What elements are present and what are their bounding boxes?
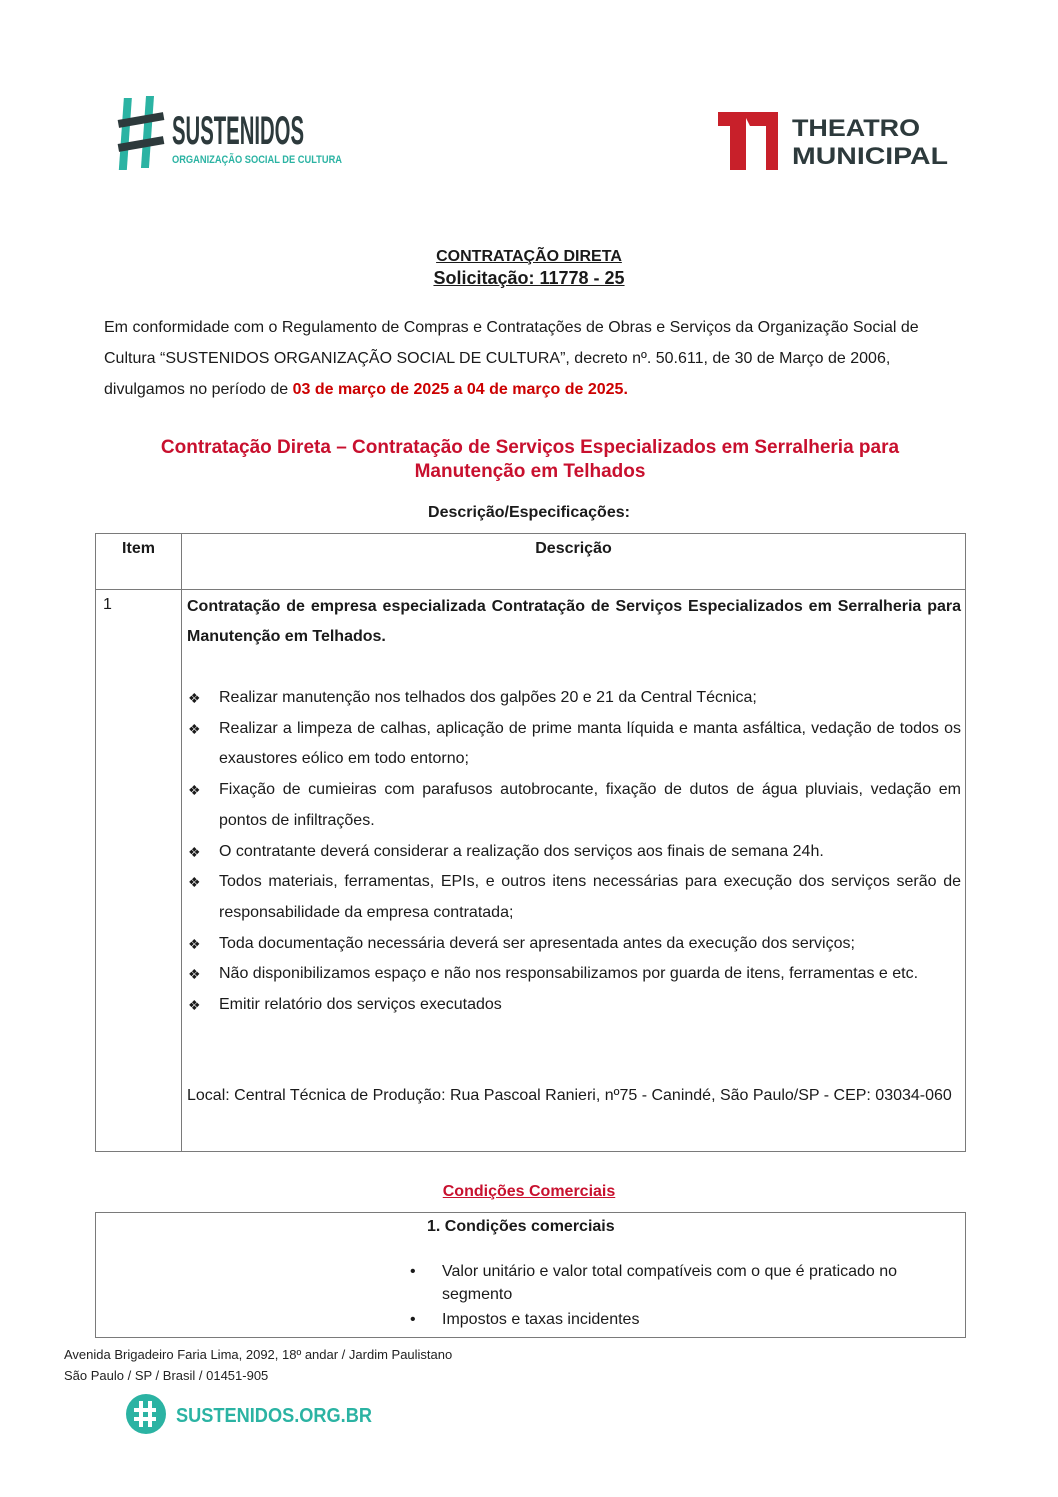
address-line-2: São Paulo / SP / Brasil / 01451-905 (64, 1368, 269, 1383)
diamond-bullet-icon: ❖ (188, 690, 201, 706)
svg-text:MUNICIPAL: MUNICIPAL (792, 143, 948, 170)
svg-text:SUSTENIDOS.ORG.BR: SUSTENIDOS.ORG.BR (176, 1405, 373, 1427)
column-header-item: Item (122, 540, 155, 557)
website-logo[interactable] (124, 1392, 384, 1436)
list-item: ❖ O contratante deverá considerar a realização dos serviços aos finais de semana 24h. (187, 837, 961, 868)
diamond-bullet-icon: ❖ (188, 843, 201, 860)
list-item: • Impostos e taxas incidentes (408, 1308, 953, 1331)
item-number: 1 (103, 596, 112, 613)
list-item: ❖ Todos materiais, ferramentas, EPIs, e outros itens necessárias para execução dos serviços serão de responsabilidade da empresa contratada; (187, 867, 961, 928)
hash-circle-icon (126, 1394, 166, 1434)
svg-text:THEATRO: THEATRO (792, 115, 920, 142)
contract-subject: Contratação Direta – Contratação de Serviços Especializados em Serralheria para Manutenção em Telhados (160, 437, 900, 482)
commercial-conditions-heading: Condições Comerciais (442, 1183, 616, 1200)
list-item: ❖ Emitir relatório dos serviços executados (187, 990, 961, 1021)
diamond-bullet-icon: ❖ (188, 874, 201, 891)
footer-address (64, 1344, 452, 1386)
diamond-bullet-icon: ❖ (188, 935, 201, 952)
diamond-bullet-icon: ❖ (188, 782, 201, 799)
publication-period: 03 de março de 2025 a 04 de março de 2025. (292, 381, 628, 398)
conditions-subheading: 1. Condições comerciais (427, 1218, 615, 1235)
list-item: ❖ Fixação de cumieiras com parafusos autobrocante, fixação de dutos de água pluviais, vedação em pontos de infiltrações. (187, 775, 961, 836)
list-item: ❖ Não disponibilizamos espaço e não nos responsabilizamos por guarda de itens, ferramentas e etc. (187, 959, 961, 990)
list-item: ❖ Realizar manutenção nos telhados dos galpões 20 e 21 da Central Técnica; (187, 683, 961, 714)
intro-text: Em conformidade com o Regulamento de Compras e Contratações de Obras e Serviços da Organização Social de Cultura “SUSTENIDOS ORGANIZAÇÃO SOCIAL DE CULTURA”, decreto nº. 50.611, de 30 de Março de 2006, divulgamos no período de (104, 319, 919, 398)
address-line-1: Avenida Brigadeiro Faria Lima, 2092, 18º andar / Jardim Paulistano (64, 1347, 453, 1362)
column-header-description: Descrição (535, 540, 612, 557)
hash-icon (118, 96, 165, 170)
diamond-bullet-icon: ❖ (188, 997, 201, 1014)
table-divider (181, 533, 182, 1152)
conditions-list (408, 1260, 953, 1333)
table-divider (95, 589, 966, 590)
specifications-heading: Descrição/Especificações: (428, 504, 630, 521)
theatro-municipal-logo (716, 110, 956, 172)
diamond-bullet-icon: ❖ (188, 966, 201, 983)
sustenidos-logo (118, 96, 374, 174)
diamond-bullet-icon: ❖ (188, 720, 201, 737)
list-item: ❖ Toda documentação necessária deverá ser apresentada antes da execução dos serviços; (187, 929, 961, 960)
svg-text:SUSTENIDOS: SUSTENIDOS (172, 109, 304, 153)
list-item: ❖ Realizar a limpeza de calhas, aplicação de prime manta líquida e manta asfáltica, vedação de todos os exaustores eólico em todo entorno; (187, 714, 961, 775)
item-description-lead: Contratação de empresa especializada Contratação de Serviços Especializados em Serralheria para Manutenção em Telhados. (187, 598, 961, 645)
service-location: Local: Central Técnica de Produção: Rua Pascoal Ranieri, nº75 - Canindé, São Paulo/SP - CEP: 03034-060 (187, 1087, 952, 1104)
theatre-arch-icon (718, 112, 778, 170)
request-number: Solicitação: 11778 - 25 (433, 268, 625, 288)
intro-paragraph (104, 312, 944, 405)
requirements-list (187, 683, 961, 1021)
document-title: CONTRATAÇÃO DIRETA (436, 248, 622, 265)
list-item: • Valor unitário e valor total compatíveis com o que é praticado no segmento (408, 1260, 953, 1306)
svg-text:ORGANIZAÇÃO SOCIAL DE CULTURA: ORGANIZAÇÃO SOCIAL DE CULTURA (172, 154, 374, 166)
